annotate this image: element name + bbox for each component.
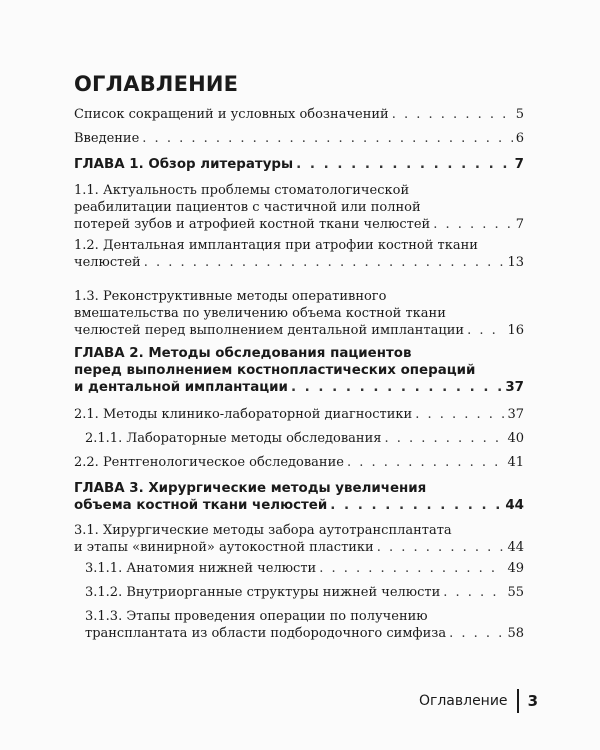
dot-leader — [144, 254, 505, 271]
toc-entry-title: челюстей — [74, 255, 141, 270]
toc-entry[interactable] — [74, 288, 524, 339]
toc-entry[interactable] — [74, 237, 524, 271]
toc-entry-line: реабилитации пациентов с частичной или полной — [74, 200, 421, 215]
toc-entry-row — [74, 254, 524, 271]
toc-entry-title: 2.1. Методы клинико-лабораторной диагностики — [74, 407, 413, 422]
toc-entry-line: вмешательства по увеличению объема костной ткани — [74, 306, 446, 321]
toc-page-number: 44 — [507, 540, 524, 555]
toc-entry-title: Введение — [74, 131, 140, 146]
toc-entry[interactable] — [74, 156, 524, 173]
toc-entry-row — [74, 216, 524, 233]
dot-leader — [449, 625, 504, 642]
toc-entry-row — [74, 322, 524, 339]
toc-page-number: 7 — [514, 157, 524, 172]
page-number: 3 — [527, 692, 538, 710]
toc-entry-title: и этапы «винирной» аутокостной пластики — [74, 540, 374, 555]
dot-leader — [347, 454, 505, 471]
toc-entry-row — [85, 584, 524, 601]
toc-entry-row — [74, 497, 524, 514]
toc-entry-row — [85, 560, 524, 577]
toc-entry-line: 1.3. Реконструктивные методы оперативного — [74, 289, 387, 304]
toc-entry-line: 1.1. Актуальность проблемы стоматологической — [74, 183, 410, 198]
toc-entry-row — [74, 454, 524, 471]
dot-leader — [415, 406, 504, 423]
toc-page-number: 58 — [507, 626, 524, 641]
toc-entry-row — [74, 106, 524, 123]
toc-entry-title: и дентальной имплантации — [74, 380, 288, 395]
dot-leader — [384, 430, 504, 447]
toc-entry[interactable] — [74, 560, 524, 577]
dot-leader — [291, 379, 502, 396]
toc-entry-row — [74, 539, 524, 556]
toc-entry[interactable] — [74, 106, 524, 123]
dot-leader — [467, 322, 504, 339]
running-head: Оглавление — [418, 693, 508, 709]
dot-leader — [319, 560, 504, 577]
toc-entry-title: ГЛАВА 1. Обзор литературы — [74, 157, 294, 172]
dot-leader — [296, 156, 512, 173]
toc-page-number: 37 — [507, 407, 524, 422]
toc-page-number: 41 — [507, 455, 524, 470]
toc-page-number: 5 — [515, 107, 524, 122]
dot-leader — [330, 497, 502, 514]
toc-entry-title: Список сокращений и условных обозначений — [74, 107, 389, 122]
toc-entry-title: 2.1.1. Лабораторные методы обследования — [85, 431, 382, 446]
toc-page-number: 13 — [507, 255, 524, 270]
toc-entry[interactable] — [74, 430, 524, 447]
toc-entry-line: перед выполнением костнопластических операций — [74, 363, 476, 378]
toc-entry-line: ГЛАВА 3. Хирургические методы увеличения — [74, 481, 427, 496]
toc-entry-row — [74, 379, 524, 396]
toc-page-number: 44 — [505, 498, 524, 513]
toc-entry[interactable] — [74, 130, 524, 147]
toc-entry-title: 2.2. Рентгенологическое обследование — [74, 455, 344, 470]
toc-entry[interactable] — [74, 608, 524, 642]
toc-entry[interactable] — [74, 480, 524, 514]
toc-entry-row — [85, 625, 524, 642]
dot-leader — [433, 216, 513, 233]
dot-leader — [377, 539, 505, 556]
dot-leader — [392, 106, 513, 123]
toc-entry-title: челюстей перед выполнением дентальной имплантации — [74, 323, 465, 338]
toc-entry-title: потерей зубов и атрофией костной ткани челюстей — [74, 217, 431, 232]
footer-divider — [517, 689, 519, 713]
toc-page-number: 6 — [515, 131, 524, 146]
toc-entry-line: ГЛАВА 2. Методы обследования пациентов — [74, 346, 412, 361]
toc-entry[interactable] — [74, 522, 524, 556]
toc-page-number: 37 — [505, 380, 524, 395]
toc-entry-line: 3.1. Хирургические методы забора аутотрансплантата — [74, 523, 452, 538]
toc-entry-title: объема костной ткани челюстей — [74, 498, 328, 513]
toc-entry-row — [74, 156, 524, 173]
toc-entry[interactable] — [74, 182, 524, 233]
toc-page-number: 49 — [507, 561, 524, 576]
toc-entry[interactable] — [74, 584, 524, 601]
dot-leader — [443, 584, 504, 601]
toc-entry-row — [85, 430, 524, 447]
toc-entry-title: 3.1.1. Анатомия нижней челюсти — [85, 561, 317, 576]
toc-page-number: 40 — [507, 431, 524, 446]
toc-page-number: 55 — [507, 585, 524, 600]
toc-entry-line: 3.1.3. Этапы проведения операции по получению — [85, 609, 428, 624]
toc-entry[interactable] — [74, 454, 524, 471]
toc-entry[interactable] — [74, 345, 524, 396]
page-footer — [419, 689, 538, 713]
page-heading: ОГЛАВЛЕНИЕ — [74, 72, 239, 96]
dot-leader — [142, 130, 512, 147]
toc-entry[interactable] — [74, 406, 524, 423]
toc-entry-title: 3.1.2. Внутриорганные структуры нижней челюсти — [85, 585, 441, 600]
toc-entry-title: трансплантата из области подбородочного симфиза — [85, 626, 447, 641]
toc-page-number: 7 — [515, 217, 524, 232]
toc-page-number: 16 — [507, 323, 524, 338]
toc-entry-line: 1.2. Дентальная имплантация при атрофии костной ткани — [74, 238, 478, 253]
toc-entry-row — [74, 406, 524, 423]
toc-entry-row — [74, 130, 524, 147]
